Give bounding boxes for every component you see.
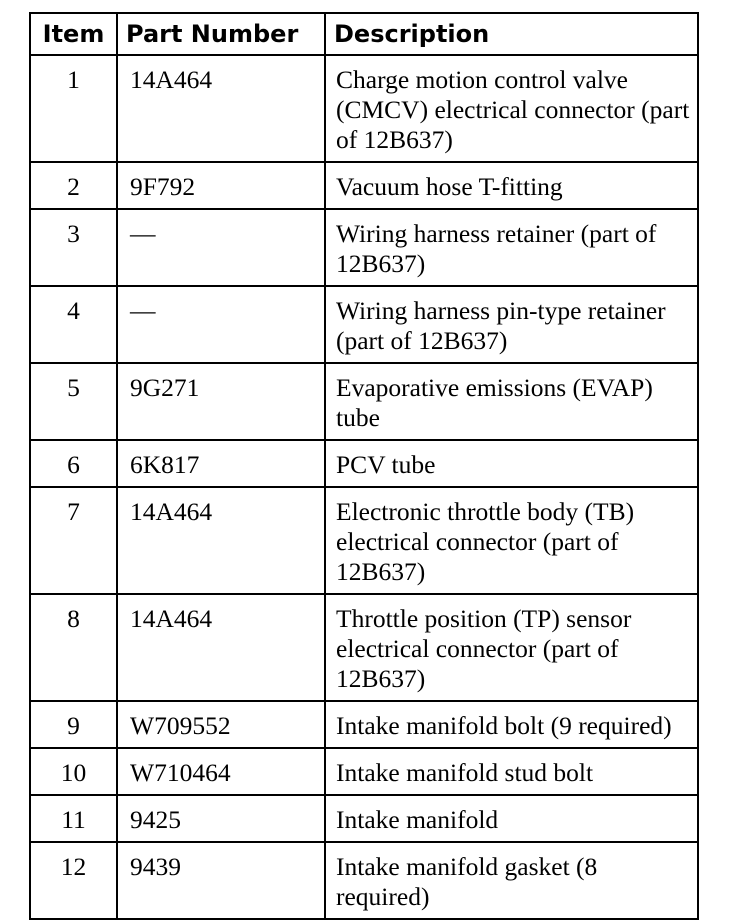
table-row xyxy=(30,209,698,286)
description-cell: Electronic throttle body (TB) electrical connector (part of 12B637) xyxy=(325,487,698,594)
header-item: Item xyxy=(30,13,117,55)
part-number-cell: 14A464 xyxy=(117,487,325,594)
table-row xyxy=(30,55,698,162)
header-part-number: Part Number xyxy=(117,13,325,55)
item-cell: 5 xyxy=(30,363,117,440)
part-number-cell: — xyxy=(117,286,325,363)
table-row xyxy=(30,440,698,487)
description-cell: Throttle position (TP) sensor electrical connector (part of 12B637) xyxy=(325,594,698,701)
item-cell: 11 xyxy=(30,795,117,842)
part-number-cell: W709552 xyxy=(117,701,325,748)
part-number-cell: 14A464 xyxy=(117,55,325,162)
description-cell: Intake manifold xyxy=(325,795,698,842)
part-number-cell: — xyxy=(117,209,325,286)
description-cell: Charge motion control valve (CMCV) electrical connector (part of 12B637) xyxy=(325,55,698,162)
part-number-cell: 6K817 xyxy=(117,440,325,487)
parts-table xyxy=(29,12,699,920)
table-header xyxy=(30,13,698,55)
item-cell: 4 xyxy=(30,286,117,363)
item-cell: 9 xyxy=(30,701,117,748)
table-row xyxy=(30,748,698,795)
description-cell: Wiring harness retainer (part of 12B637) xyxy=(325,209,698,286)
table-row xyxy=(30,162,698,209)
part-number-cell: 9F792 xyxy=(117,162,325,209)
item-cell: 10 xyxy=(30,748,117,795)
table-row xyxy=(30,363,698,440)
item-cell: 7 xyxy=(30,487,117,594)
table-row xyxy=(30,594,698,701)
part-number-cell: 14A464 xyxy=(117,594,325,701)
part-number-cell: 9439 xyxy=(117,842,325,919)
item-cell: 12 xyxy=(30,842,117,919)
description-cell: Evaporative emissions (EVAP) tube xyxy=(325,363,698,440)
table-body xyxy=(30,55,698,919)
description-cell: PCV tube xyxy=(325,440,698,487)
item-cell: 8 xyxy=(30,594,117,701)
description-cell: Wiring harness pin-type retainer (part of 12B637) xyxy=(325,286,698,363)
table-row xyxy=(30,487,698,594)
part-number-cell: W710464 xyxy=(117,748,325,795)
part-number-cell: 9G271 xyxy=(117,363,325,440)
description-cell: Intake manifold gasket (8 required) xyxy=(325,842,698,919)
description-cell: Intake manifold bolt (9 required) xyxy=(325,701,698,748)
item-cell: 1 xyxy=(30,55,117,162)
item-cell: 6 xyxy=(30,440,117,487)
part-number-cell: 9425 xyxy=(117,795,325,842)
table-row xyxy=(30,842,698,919)
table-row xyxy=(30,701,698,748)
table-row xyxy=(30,286,698,363)
header-row xyxy=(30,13,698,55)
item-cell: 2 xyxy=(30,162,117,209)
table-row xyxy=(30,795,698,842)
header-description: Description xyxy=(325,13,698,55)
description-cell: Intake manifold stud bolt xyxy=(325,748,698,795)
item-cell: 3 xyxy=(30,209,117,286)
description-cell: Vacuum hose T-fitting xyxy=(325,162,698,209)
